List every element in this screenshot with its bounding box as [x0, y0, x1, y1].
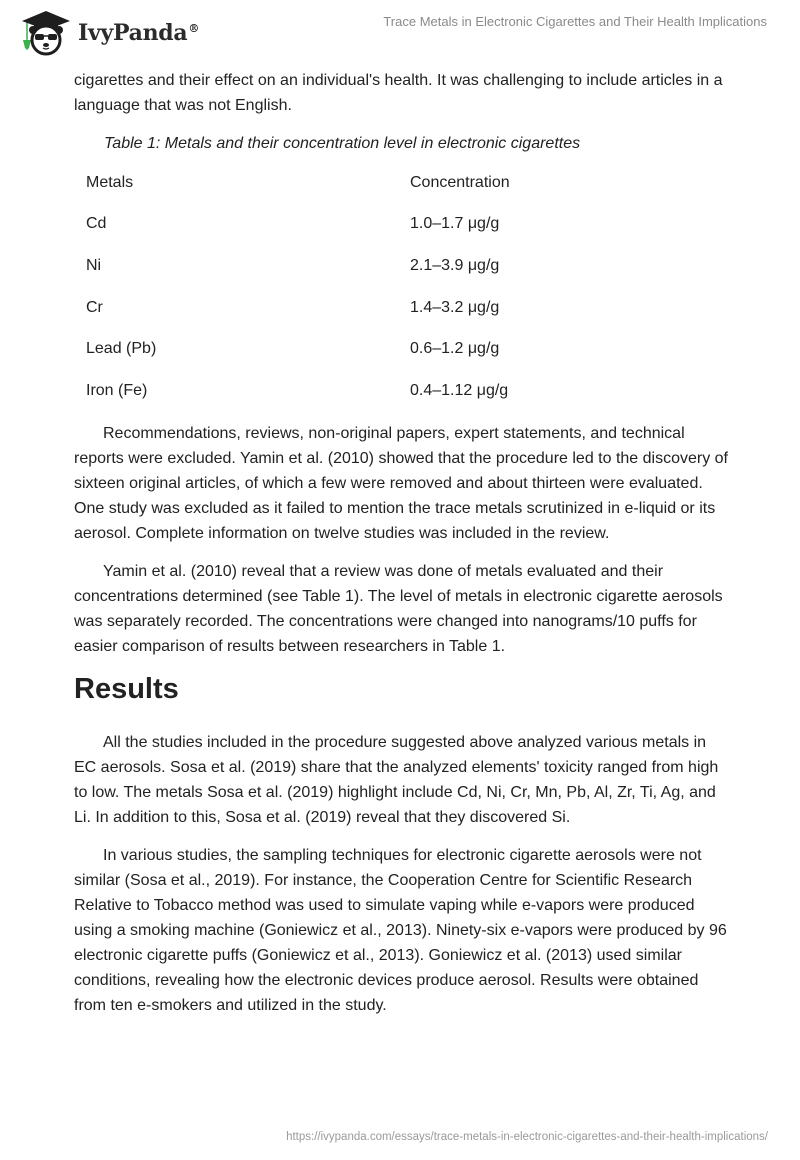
column-header-metals: Metals	[86, 173, 134, 191]
table-caption: Table 1: Metals and their concentration level in electronic cigarettes	[104, 135, 581, 152]
body-paragraph: Yamin et al. (2010) reveal that a review was done of metals evaluated and their concentrations determined (see Table 1). The level of metals in electronic cigarette aerosols was separately recorded. The concentrations were changed into nanograms/10 puffs for easier comparison of results between researchers in Table 1.	[74, 562, 723, 655]
table-row	[74, 204, 730, 246]
metal-cell: Cd	[86, 215, 107, 233]
table-header-row	[74, 162, 730, 204]
metal-cell: Ni	[86, 256, 102, 274]
registered-mark: ®	[188, 21, 200, 35]
metals-table	[74, 162, 730, 412]
body-paragraph: Recommendations, reviews, non-original papers, expert statements, and technical reports were excluded. Yamin et al. (2010) showed that the procedure led to the discovery of sixteen original articles, of which a few were removed and about thirteen were evaluated. One study was excluded as it failed to mention the trace metals scrutinized in e-liquid or its aerosol. Complete information on twelve studies was included in the review.	[74, 424, 728, 542]
essay-content	[74, 68, 730, 1031]
table-row	[74, 370, 730, 412]
metal-cell: Lead (Pb)	[86, 340, 157, 358]
concentration-cell: 0.4–1.12 μg/g	[410, 381, 509, 399]
page-header	[0, 0, 800, 64]
intro-paragraph: cigarettes and their effect on an individual's health. It was challenging to include articles in a language that was not English.	[74, 72, 723, 114]
source-url[interactable]: https://ivypanda.com/essays/trace-metals-in-electronic-cigarettes-and-their-health-implications/	[286, 1131, 768, 1143]
ivypanda-logo[interactable]	[18, 8, 199, 58]
results-paragraph: All the studies included in the procedure suggested above analyzed various metals in EC aerosols. Sosa et al. (2019) share that the analyzed elements' toxicity ranged from high to low. The metals Sosa et al. (2019) highlight include Cd, Ni, Cr, Mn, Pb, Al, Zr, Ti, Ag, and Li. In addition to this, Sosa et al. (2019) reveal that they discovered Si.	[74, 733, 719, 826]
concentration-cell: 0.6–1.2 μg/g	[410, 340, 500, 358]
table-row	[74, 287, 730, 329]
table-row	[74, 328, 730, 370]
document-title: Trace Metals in Electronic Cigarettes and Their Health Implications	[383, 14, 767, 29]
metal-cell: Cr	[86, 298, 103, 316]
table-row	[74, 245, 730, 287]
results-heading: Results	[74, 672, 179, 705]
column-header-concentration: Concentration	[410, 173, 510, 191]
brand-name: IvyPanda®	[78, 20, 200, 46]
concentration-cell: 1.0–1.7 μg/g	[410, 215, 500, 233]
concentration-cell: 2.1–3.9 μg/g	[410, 256, 500, 274]
panda-graduation-cap-icon	[18, 8, 74, 58]
metal-cell: Iron (Fe)	[86, 381, 148, 399]
results-paragraph: In various studies, the sampling techniques for electronic cigarette aerosols were not similar (Sosa et al., 2019). For instance, the Cooperation Centre for Scientific Research Relative to Tobacco method was used to simulate vaping while e-vapors were produced using a smoking machine (Goniewicz et al., 2013). Ninety-six e-vapors were produced by 96 electronic cigarette puffs (Goniewicz et al., 2013). Goniewicz et al. (2013) used similar conditions, revealing how the electronic devices produce aerosol. Results were obtained from ten e-smokers and utilized in the study.	[74, 846, 727, 1014]
concentration-cell: 1.4–3.2 μg/g	[410, 298, 500, 316]
